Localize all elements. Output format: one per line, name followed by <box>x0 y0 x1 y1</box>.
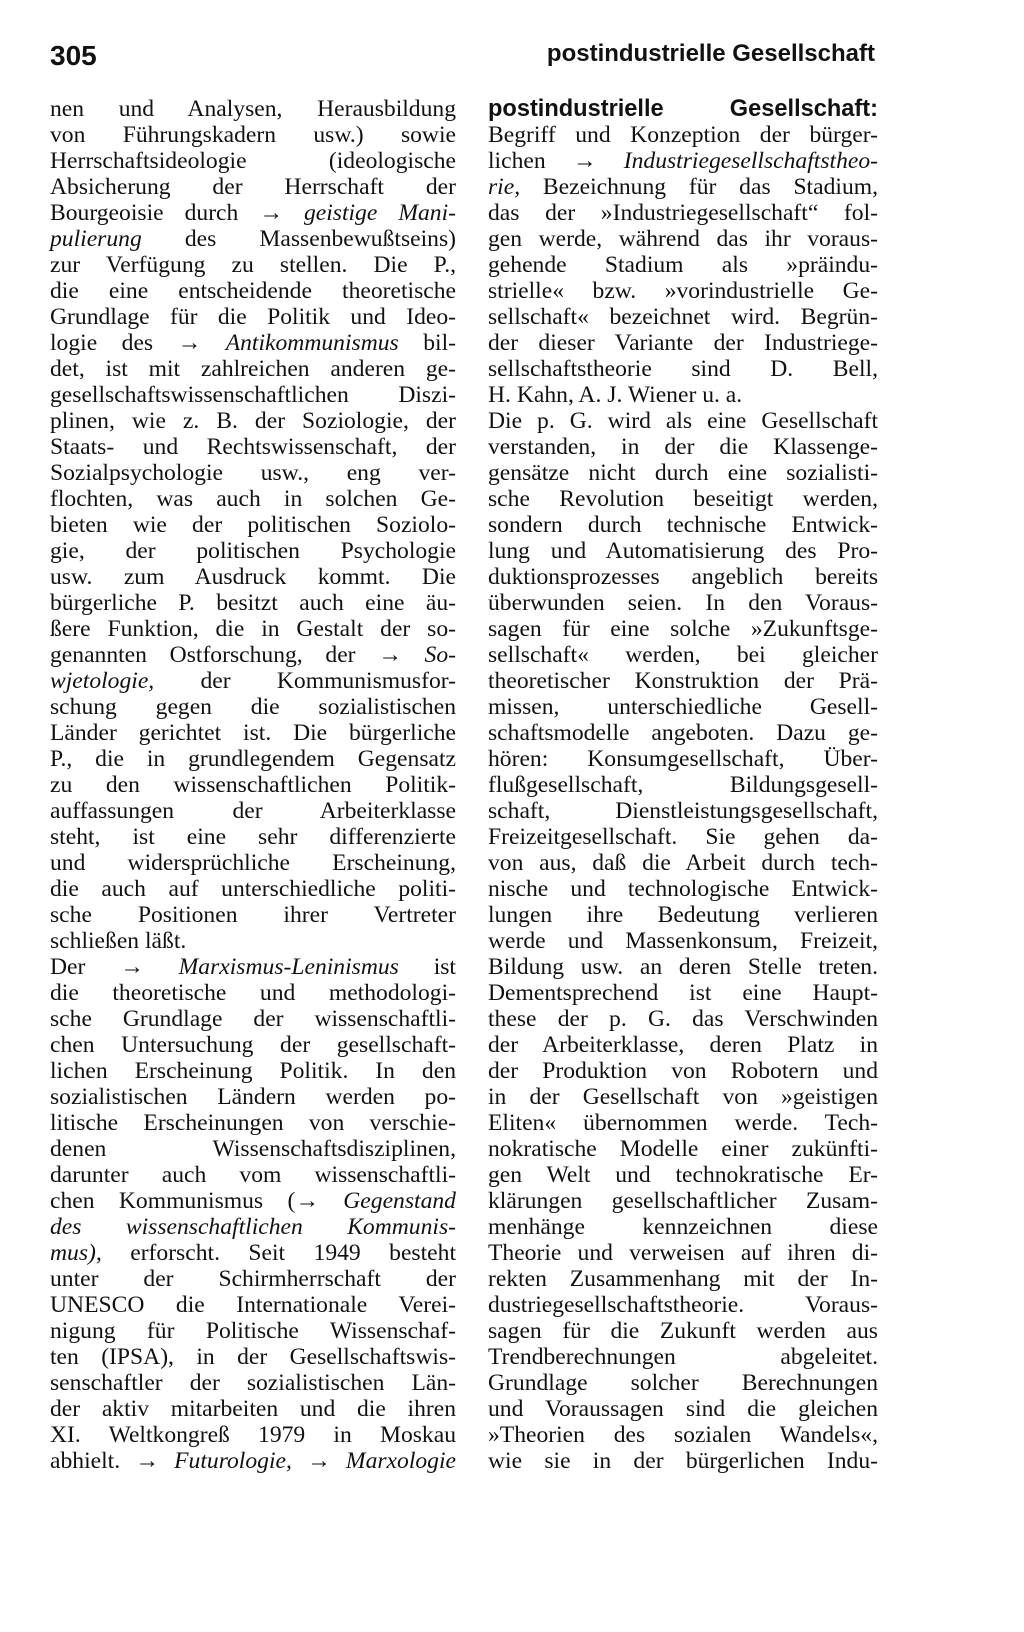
text-line: die theoretische und methodologi- <box>50 980 456 1006</box>
page-number: 305 <box>50 40 97 71</box>
text-line: Staats- und Rechtswissenschaft, der <box>50 434 456 460</box>
text-line: denen Wissenschaftsdisziplinen, <box>50 1136 456 1162</box>
text-line: sche Revolution beseitigt werden, <box>488 486 878 512</box>
text-line: werde und Massenkonsum, Freizeit, <box>488 928 878 954</box>
text-line: sche Grundlage der wissenschaftli- <box>50 1006 456 1032</box>
text-line: missen, unterschiedliche Gesell- <box>488 694 878 720</box>
text-line: wie sie in der bürgerlichen Indu- <box>488 1448 878 1474</box>
text-segment: → <box>572 148 624 174</box>
text-line: das der »Industriegesellschaft“ fol- <box>488 200 878 226</box>
text-line: sagen für eine solche »Zukunftsge- <box>488 616 878 642</box>
text-line: Trendberechnungen abgeleitet. <box>488 1344 878 1370</box>
text-line: nen und Analysen, Herausbildung <box>50 96 456 122</box>
text-segment: genannten Ostforschung, der <box>50 642 379 668</box>
text-line: lung und Automatisierung des Pro- <box>488 538 878 564</box>
text-segment: der Kommunismusfor- <box>154 668 456 694</box>
text-segment: Der <box>50 954 121 980</box>
text-segment: → <box>177 330 226 356</box>
text-line: die eine entscheidende theoretische <box>50 278 456 304</box>
text-line: P., die in grundlegendem Gegensatz <box>50 746 456 772</box>
text-line: sellschaft« werden, bei gleicher <box>488 642 878 668</box>
text-line: rekten Zusammenhang mit der In- <box>488 1266 878 1292</box>
text-line: hören: Konsumgesellschaft, Über- <box>488 746 878 772</box>
text-line: theoretischer Konstruktion der Prä- <box>488 668 878 694</box>
text-line: ßere Funktion, die in Gestalt der so- <box>50 616 456 642</box>
text-line: Absicherung der Herrschaft der <box>50 174 456 200</box>
text-line: schließen läßt. <box>50 928 187 954</box>
italic-reference: So- <box>424 642 456 668</box>
text-line: usw. zum Ausdruck kommt. Die <box>50 564 456 590</box>
text-segment: chen Kommunismus ( <box>50 1188 296 1214</box>
text-line: sondern durch technische Entwick- <box>488 512 878 538</box>
text-segment: bil- <box>398 330 456 356</box>
text-line: Bildung usw. an deren Stelle treten. <box>488 954 878 980</box>
italic-reference: des wissenschaftlichen Kommunis- <box>50 1214 456 1240</box>
text-line: »Theorien des sozialen Wandels«, <box>488 1422 878 1448</box>
text-line: schaftsmodelle angeboten. Dazu ge- <box>488 720 878 746</box>
text-line: det, ist mit zahlreichen anderen ge- <box>50 356 456 382</box>
text-segment: → <box>120 954 179 980</box>
text-line: dustriegesellschaftstheorie. Voraus- <box>488 1292 878 1318</box>
text-line: XI. Weltkongreß 1979 in Moskau <box>50 1422 456 1448</box>
text-segment: → <box>291 1448 346 1474</box>
italic-reference: geistige Mani- <box>303 200 456 226</box>
text-line: Länder gerichtet ist. Die bürgerliche <box>50 720 456 746</box>
text-line: nokratische Modelle einer zukünfti- <box>488 1136 878 1162</box>
text-line: nische und technologische Entwick- <box>488 876 878 902</box>
text-line <box>50 200 456 226</box>
text-line: sellschaftstheorie sind D. Bell, <box>488 356 878 382</box>
text-line: Grundlage solcher Berechnungen <box>488 1370 878 1396</box>
text-line <box>488 174 878 200</box>
italic-reference: Gegenstand <box>343 1188 456 1214</box>
left-text-column <box>50 96 456 1474</box>
text-line <box>488 96 878 122</box>
text-line: UNESCO die Internationale Verei- <box>50 1292 456 1318</box>
text-line: chen Untersuchung der gesellschaft- <box>50 1032 456 1058</box>
text-line <box>50 1240 456 1266</box>
text-line: von aus, daß die Arbeit durch tech- <box>488 850 878 876</box>
text-line <box>50 330 456 356</box>
text-line <box>50 668 456 694</box>
text-line: nigung für Politische Wissenschaf- <box>50 1318 456 1344</box>
italic-reference: Antikommunismus <box>225 330 399 356</box>
text-segment: → <box>135 1448 175 1474</box>
text-line: gensätze nicht durch eine sozialisti- <box>488 460 878 486</box>
text-line: Sozialpsychologie usw., eng ver- <box>50 460 456 486</box>
text-line: ten (IPSA), in der Gesellschaftswis- <box>50 1344 456 1370</box>
text-segment: Bezeichnung für das Stadium, <box>520 174 878 200</box>
text-line: überwunden seien. In den Voraus- <box>488 590 878 616</box>
text-line: sozialistischen Ländern werden po- <box>50 1084 456 1110</box>
italic-reference: Marxismus-Leninismus <box>178 954 399 980</box>
text-line: verstanden, in der die Klassenge- <box>488 434 878 460</box>
text-line: plinen, wie z. B. der Soziologie, der <box>50 408 456 434</box>
text-line: die auch auf unterschiedliche politi- <box>50 876 456 902</box>
text-segment: → <box>259 200 304 226</box>
text-line <box>50 1448 456 1474</box>
text-line: lichen Erscheinung Politik. In den <box>50 1058 456 1084</box>
text-line: Die p. G. wird als eine Gesellschaft <box>488 408 878 434</box>
text-line: zu den wissenschaftlichen Politik- <box>50 772 456 798</box>
italic-reference: rie, <box>488 174 521 200</box>
text-segment: → <box>295 1188 344 1214</box>
text-line: steht, ist eine sehr differenzierte <box>50 824 456 850</box>
text-line: gen Welt und technokratische Er- <box>488 1162 878 1188</box>
text-segment: abhielt. <box>50 1448 136 1474</box>
text-segment: logie des <box>50 330 178 356</box>
text-line: strielle« bzw. »vorindustrielle Ge- <box>488 278 878 304</box>
text-line <box>50 1188 456 1214</box>
text-line: gehende Stadium als »präindu- <box>488 252 878 278</box>
text-line: darunter auch vom wissenschaftli- <box>50 1162 456 1188</box>
text-line: Eliten« übernommen werde. Tech- <box>488 1110 878 1136</box>
text-line <box>50 954 456 980</box>
text-line: auffassungen der Arbeiterklasse <box>50 798 456 824</box>
text-line <box>488 148 878 174</box>
text-line <box>50 1214 456 1240</box>
text-line: bürgerliche P. besitzt auch eine äu- <box>50 590 456 616</box>
text-line: Theorie und verweisen auf ihren di- <box>488 1240 878 1266</box>
text-line: H. Kahn, A. J. Wiener u. a. <box>488 382 743 408</box>
text-line: unter der Schirmherrschaft der <box>50 1266 456 1292</box>
text-line: der Produktion von Robotern und <box>488 1058 878 1084</box>
text-segment: ist <box>398 954 456 980</box>
text-line: schung gegen die sozialistischen <box>50 694 456 720</box>
italic-reference: Industriegesellschaftstheo- <box>623 148 878 174</box>
text-line: klärungen gesellschaftlicher Zusam- <box>488 1188 878 1214</box>
text-segment: Bourgeoisie durch <box>50 200 260 226</box>
text-segment: des Massenbewußtseins) <box>141 226 456 252</box>
italic-reference: Marxologie <box>345 1448 456 1474</box>
text-segment: lichen <box>488 148 573 174</box>
text-line: lungen ihre Bedeutung verlieren <box>488 902 878 928</box>
text-line: der Arbeiterklasse, deren Platz in <box>488 1032 878 1058</box>
text-line: und Voraussagen sind die gleichen <box>488 1396 878 1422</box>
text-line: der aktiv mitarbeiten und die ihren <box>50 1396 456 1422</box>
text-line: menhänge kennzeichnen diese <box>488 1214 878 1240</box>
text-line: Herrschaftsideologie (ideologische <box>50 148 456 174</box>
text-line: duktionsprozesses angeblich bereits <box>488 564 878 590</box>
text-line: sche Positionen ihrer Vertreter <box>50 902 456 928</box>
text-line: sellschaft« bezeichnet wird. Begrün- <box>488 304 878 330</box>
running-head: postindustrielle Gesellschaft <box>546 40 875 67</box>
text-line <box>50 642 456 668</box>
text-segment: → <box>378 642 425 668</box>
text-line: litische Erscheinungen von verschie- <box>50 1110 456 1136</box>
text-line: flußgesellschaft, Bildungsgesell- <box>488 772 878 798</box>
text-line: bieten wie der politischen Soziolo- <box>50 512 456 538</box>
text-line: der dieser Variante der Industriege- <box>488 330 878 356</box>
text-line: Dementsprechend ist eine Haupt- <box>488 980 878 1006</box>
text-line: gesellschaftswissenschaftlichen Diszi- <box>50 382 456 408</box>
right-text-column <box>488 96 878 1474</box>
italic-reference: wjetologie, <box>50 668 155 694</box>
text-line: schaft, Dienstleistungsgesellschaft, <box>488 798 878 824</box>
text-line: von Führungskadern usw.) sowie <box>50 122 456 148</box>
text-line: Begriff und Konzeption der bürger- <box>488 122 878 148</box>
text-line: gie, der politischen Psychologie <box>50 538 456 564</box>
text-line: gen werde, während das ihr voraus- <box>488 226 878 252</box>
italic-reference: mus), <box>50 1240 102 1266</box>
text-line: zur Verfügung zu stellen. Die P., <box>50 252 456 278</box>
text-segment: erforscht. Seit 1949 besteht <box>101 1240 456 1266</box>
text-line: Freizeitgesellschaft. Sie gehen da- <box>488 824 878 850</box>
text-line: these der p. G. das Verschwinden <box>488 1006 878 1032</box>
text-line: sagen für die Zukunft werden aus <box>488 1318 878 1344</box>
text-line: und widersprüchliche Erscheinung, <box>50 850 456 876</box>
italic-reference: Futurologie, <box>174 1448 292 1474</box>
text-line: Grundlage für die Politik und Ideo- <box>50 304 456 330</box>
entry-headword: postindustrielle Gesellschaft: <box>488 96 878 122</box>
text-line: flochten, was auch in solchen Ge- <box>50 486 456 512</box>
text-line: in der Gesellschaft von »geistigen <box>488 1084 878 1110</box>
text-line: senschaftler der sozialistischen Län- <box>50 1370 456 1396</box>
italic-reference: pulierung <box>50 226 142 252</box>
text-line <box>50 226 456 252</box>
